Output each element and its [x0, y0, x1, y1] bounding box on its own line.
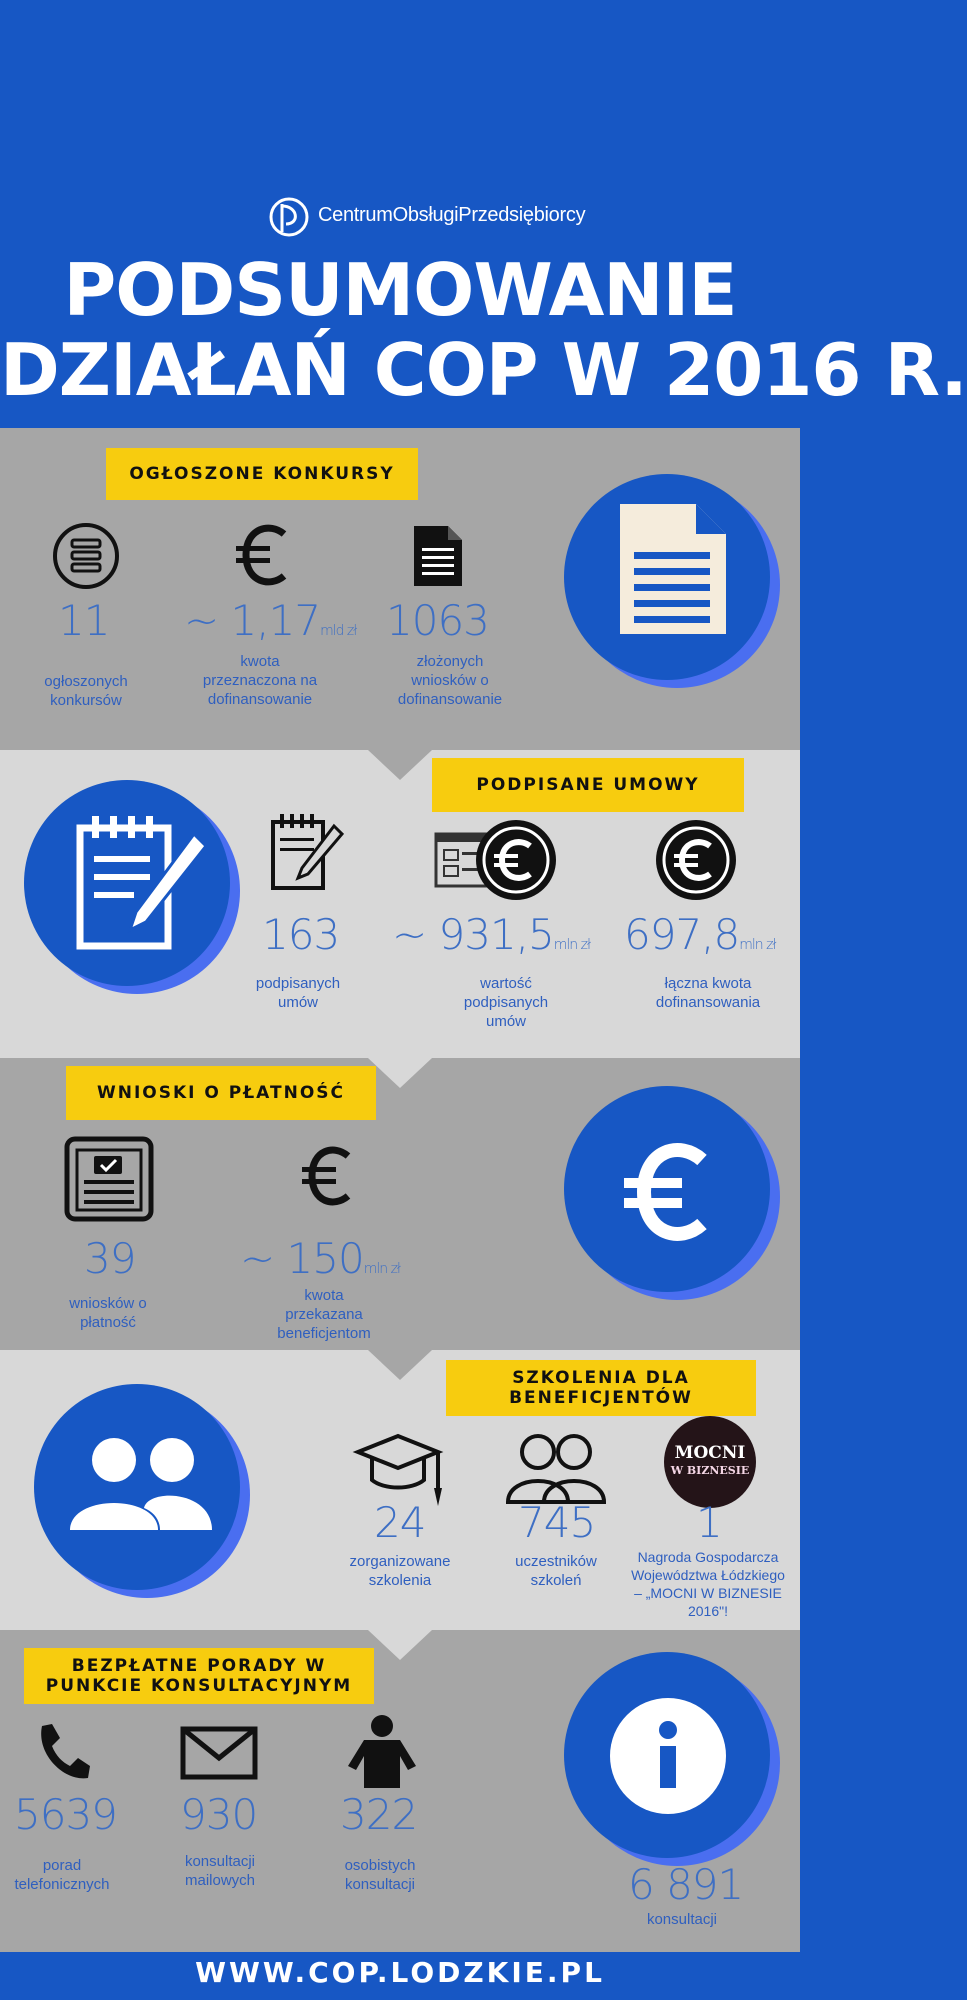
stat-caption: osobistych konsultacji [344, 1857, 416, 1893]
notepad-icon [270, 812, 344, 892]
page-title-line2: DZIAŁAŃ COP W 2016 R. [0, 328, 967, 412]
phone-icon [34, 1722, 92, 1782]
stat-caption: konsultacji mailowych [184, 1853, 256, 1889]
stat-caption: porad telefonicznych [14, 1857, 110, 1893]
euro-icon [300, 1144, 356, 1208]
cop-logo-icon [268, 196, 310, 238]
stat-value: 39 [84, 1234, 136, 1283]
section-label-szkolenia: SZKOLENIA DLA BENEFICJENTÓW [446, 1360, 756, 1416]
stat-value: ~ 150mln zł [240, 1234, 400, 1283]
document-icon [412, 524, 464, 588]
total-caption: konsultacji [646, 1911, 718, 1928]
euro-icon [234, 522, 292, 588]
section-label-wnioski: WNIOSKI O PŁATNOŚĆ [66, 1066, 376, 1120]
section-label-porady: BEZPŁATNE PORADY W PUNKCIE KONSULTACYJNYM [24, 1648, 374, 1704]
stat-value: 11 [58, 596, 110, 645]
stat-value: 322 [340, 1790, 418, 1839]
page-title-line1: PODSUMOWANIE [63, 248, 737, 332]
stat-caption: kwota przekazana beneficjentom [277, 1287, 371, 1342]
section-notch [368, 1058, 432, 1088]
section-notch [368, 1630, 432, 1660]
logo-text: CentrumObsługiPrzedsiębiorcy [318, 204, 586, 226]
section-notch [368, 750, 432, 780]
section-notch [368, 1350, 432, 1380]
stat-value: ~ 931,5mln zł [392, 910, 590, 959]
stat-caption: Nagroda Gospodarcza Województwa Łódzkiego – „MOCNI W BIZNESIE 2016"! [631, 1549, 785, 1619]
list-circle-icon [52, 522, 120, 590]
notepad-icon [74, 812, 210, 952]
stat-caption: łączna kwota dofinansowania [655, 975, 761, 1011]
stat-value: 930 [180, 1790, 258, 1839]
person-icon [346, 1714, 418, 1790]
stat-value: 745 [518, 1498, 596, 1547]
stat-caption: wartość podpisanych umów [463, 975, 549, 1030]
stat-caption: ogłoszonych konkursów [44, 673, 128, 709]
stat-caption: wniosków o płatność [69, 1295, 147, 1331]
footer-url-link[interactable]: WWW.COP.LODZKIE.PL [195, 1956, 605, 1989]
document-icon [618, 502, 728, 636]
total-value: 6 891 [628, 1860, 744, 1909]
euro-icon [622, 1140, 714, 1244]
stat-value: 24 [374, 1498, 426, 1547]
euro-invoice-icon [432, 818, 560, 902]
stat-caption: złożonych wniosków o dofinansowanie [397, 653, 503, 708]
envelope-icon [180, 1726, 258, 1780]
stat-value: 1063 [386, 596, 489, 645]
stat-caption: podpisanych umów [255, 975, 341, 1011]
newspaper-icon [64, 1136, 154, 1222]
euro-coin-icon [654, 818, 738, 902]
stat-value: 163 [262, 910, 340, 959]
award-logo-icon: MOCNI W BIZNESIE [664, 1416, 756, 1508]
info-icon [610, 1698, 726, 1814]
stat-value: 5639 [14, 1790, 117, 1839]
section-label-konkursy: OGŁOSZONE KONKURSY [106, 448, 418, 500]
stat-caption: kwota przeznaczona na dofinansowanie [202, 653, 318, 708]
stat-value: 697,8mln zł [624, 910, 776, 959]
section-label-umowy: PODPISANE UMOWY [432, 758, 744, 812]
stat-value: 1 [696, 1498, 722, 1547]
stat-caption: uczestników szkoleń [515, 1553, 597, 1589]
users-icon [68, 1436, 214, 1532]
people-outline-icon [504, 1430, 608, 1506]
stat-caption: zorganizowane szkolenia [349, 1553, 451, 1589]
stat-value: ~ 1,17mld zł [184, 596, 357, 645]
